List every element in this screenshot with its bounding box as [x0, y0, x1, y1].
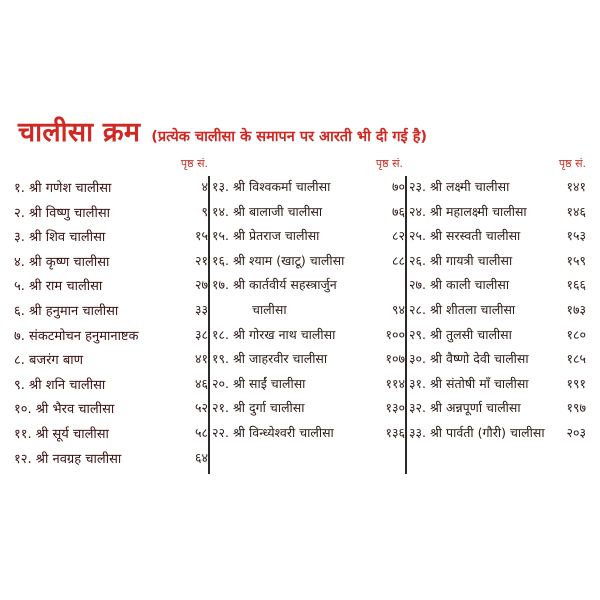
index-entry — [409, 373, 590, 398]
entry-title: २३. श्री लक्ष्मी चालीसा — [409, 179, 510, 194]
entry-title: २२. श्री विन्ध्येश्वरी चालीसा — [212, 424, 334, 440]
entry-page-number: ४ — [201, 179, 208, 194]
entry-page-number: ७० — [391, 179, 405, 194]
index-entry — [409, 225, 590, 250]
entry-page-number: ८८ — [391, 252, 405, 268]
index-entry — [212, 422, 409, 447]
index-entry — [14, 225, 212, 250]
entry-page-number: २०३ — [566, 424, 586, 440]
index-entry — [14, 422, 212, 447]
entry-title: ८. बजरंग बाण — [14, 353, 84, 369]
entry-title: २९. श्री तुलसी चालीसा — [409, 326, 512, 342]
entry-page-number: १५९ — [566, 252, 586, 268]
entry-title: ६. श्री हनुमान चालीसा — [14, 303, 119, 319]
index-entry — [212, 348, 409, 373]
entry-title: १७. श्री कार्तवीर्य सहस्त्रार्जुन — [212, 277, 337, 293]
entry-page-number: १५ — [194, 228, 208, 244]
index-entry — [212, 324, 409, 349]
entry-title: १९. श्री जाहरवीर चालीसा — [212, 351, 328, 367]
entry-title: १०. श्री भैरव चालीसा — [14, 402, 115, 418]
index-entry — [212, 373, 409, 398]
entry-page-number: ३३ — [194, 301, 208, 317]
entry-title: १८. श्री गोरख नाथ चालीसा — [212, 326, 336, 342]
entry-title: ११. श्री सूर्य चालीसा — [14, 426, 109, 442]
index-entry — [212, 299, 409, 324]
entry-page-number: ४६ — [194, 375, 208, 391]
index-entry — [14, 397, 212, 422]
entry-title: ४. श्री कृष्ण चालीसा — [14, 254, 110, 270]
entry-title: २७. श्री काली चालीसा — [409, 277, 510, 293]
entry-page-number: १६६ — [566, 277, 586, 293]
entry-page-number: १९७ — [566, 400, 586, 416]
entry-title: ३१. श्री संतोषी माँ चालीसा — [409, 375, 529, 391]
entry-page-number: २७ — [194, 277, 208, 293]
entry-page-number: १३० — [385, 400, 405, 416]
entry-title: २०. श्री साईं चालीसा — [212, 375, 306, 391]
entry-title: ३०. श्री वैष्णो देवी चालीसा — [409, 351, 529, 367]
index-entry — [409, 299, 590, 324]
index-entry — [212, 201, 409, 226]
entry-title: १. श्री गणेश चालीसा — [14, 181, 112, 196]
entry-page-number: ९ — [201, 203, 208, 219]
index-entry — [14, 348, 212, 373]
index-entry — [14, 373, 212, 398]
entry-title: १६. श्री श्याम (खाटू) चालीसा — [212, 252, 345, 268]
index-list — [409, 176, 590, 447]
entry-title: ५. श्री राम चालीसा — [14, 279, 103, 295]
entry-title: २६. श्री गायत्री चालीसा — [409, 252, 513, 268]
entry-title: १२. श्री नवग्रह चालीसा — [14, 451, 122, 467]
entry-title: १३. श्री विश्वकर्मा चालीसा — [212, 179, 331, 194]
entry-page-number: ५८ — [194, 424, 208, 440]
index-entry — [409, 397, 590, 422]
page-number-header: पृष्ठ सं. — [558, 157, 586, 170]
entry-title: २४. श्री महालक्ष्मी चालीसा — [409, 203, 527, 219]
index-entry — [14, 274, 212, 299]
index-entry — [14, 176, 212, 201]
index-entry — [409, 348, 590, 373]
entry-title: २१. श्री दुर्गा चालीसा — [212, 400, 305, 416]
entry-page-number: ६४ — [194, 449, 208, 465]
index-entry — [212, 274, 409, 299]
entry-page-number: १०० — [385, 326, 405, 342]
entry-title: २. श्री विष्णु चालीसा — [14, 205, 110, 221]
index-entry — [409, 201, 590, 226]
index-entry — [212, 397, 409, 422]
entry-title: ३. श्री शिव चालीसा — [14, 230, 106, 246]
index-entry — [14, 324, 212, 349]
page-number-header: पृष्ठ सं. — [375, 157, 403, 170]
index-entry — [14, 250, 212, 275]
index-list — [14, 176, 212, 471]
entry-title: ३३. श्री पार्वती (गौरी) चालीसा — [409, 424, 545, 440]
entry-page-number: १८५ — [566, 351, 586, 367]
entry-title: चालीसा — [252, 301, 287, 317]
entry-page-number: १८० — [566, 326, 586, 342]
title-row — [18, 112, 590, 152]
index-entry — [14, 299, 212, 324]
index-entry — [409, 422, 590, 447]
index-entry — [409, 274, 590, 299]
entry-title: ७. संकटमोचन हनुमानाष्टक — [14, 328, 139, 344]
index-entry — [212, 176, 409, 201]
entry-page-number: १७३ — [566, 301, 586, 317]
entry-title: २८. श्री शीतला चालीसा — [409, 301, 516, 317]
index-list — [212, 176, 409, 447]
entry-page-number: ७६ — [391, 203, 405, 219]
entry-title: ९. श्री शनि चालीसा — [14, 377, 106, 393]
entry-title: १५. श्री प्रेतराज चालीसा — [212, 228, 320, 244]
page-title: चालीसा क्रम — [18, 117, 141, 148]
entry-page-number: १४६ — [566, 203, 586, 219]
index-entry — [212, 225, 409, 250]
page-number-header: पृष्ठ सं. — [180, 157, 208, 170]
entry-title: १४. श्री बालाजी चालीसा — [212, 203, 323, 219]
entry-page-number: ८२ — [391, 228, 405, 244]
entry-page-number: ११४ — [385, 375, 405, 391]
entry-page-number: ३८ — [194, 326, 208, 342]
entry-page-number: १३६ — [385, 424, 405, 440]
index-entry — [409, 324, 590, 349]
index-entry — [212, 250, 409, 275]
index-entry — [409, 250, 590, 275]
entry-page-number: १५३ — [566, 228, 586, 244]
entry-page-number: ९४ — [391, 301, 405, 317]
entry-page-number: २१ — [194, 252, 208, 268]
index-entry — [409, 176, 590, 201]
entry-page-number: ४१ — [194, 351, 208, 367]
index-entry — [14, 201, 212, 226]
entry-page-number: १०७ — [385, 351, 405, 367]
entry-title: २५. श्री सरस्वती चालीसा — [409, 228, 521, 244]
index-entry — [14, 447, 212, 472]
page-subtitle: (प्रत्येक चालीसा के समापन पर आरती भी दी गई है) — [151, 129, 428, 145]
entry-title: ३२. श्री अन्नपूर्णा चालीसा — [409, 400, 521, 416]
entry-page-number: १९१ — [566, 375, 586, 391]
entry-page-number: १४१ — [566, 179, 586, 194]
entry-page-number: ५२ — [194, 400, 208, 416]
